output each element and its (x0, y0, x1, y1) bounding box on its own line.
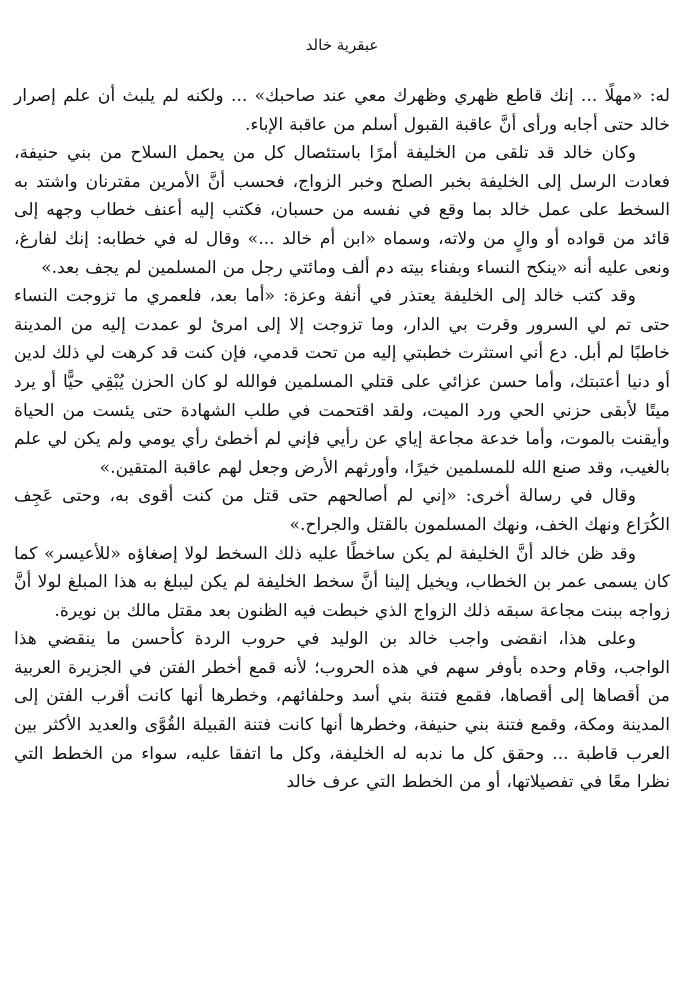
paragraph-4: وقال في رسالة أخرى: «إني لم أصالحهم حتى قتل من كنت أقوى به، وحتى عَجِف الكُرَاع ونهك الخف، ونهك المسلمون بالقتل والجراح.» (14, 486, 670, 535)
paragraph-6: وعلى هذا، انقضى واجب خالد بن الوليد في حروب الردة كأحسن ما ينقضي هذا الواجب، وقام وحده بأوفر سهم في هذه الحروب؛ لأنه قمع أخطر الفتن في الجزيرة العربية من أقصاها إلى أقصاها، فقمع فتنة بني أسد وحلفائهم، وخطرها أنها كانت أقرب الفتن إلى المدينة ومكة، وقمع فتنة بني حنيفة، وخطرها أنها كانت فتنة القبيلة القُوَّى والعديد الأكثر بين العرب قاطبة ... وحقق كل ما ندبه له الخليفة، وكل ما اتفقا عليه، سواء من الخطط التي نظرا معًا في تفصيلاتها، أو من الخطط التي عرف خالد (14, 629, 670, 793)
body-text (14, 82, 670, 797)
book-page (14, 0, 670, 1000)
paragraph-3: وقد كتب خالد إلى الخليفة يعتذر في أنفة وعزة: «أما بعد، فلعمري ما تزوجت النساء حتى تم لي السرور وقرت بي الدار، وما تزوجت إلا إلى امرئ لو عمدت إليه من المدينة خاطبًا لم أبل. دع أني استثرت خطبتي إليه من تحت قدمي، فإن كنت قد كرهت لي ذلك لدين أو دنيا أعتبتك، وأما حسن عزائي على قتلي المسلمين فوالله لو كان الحزن يُبْقِي حيًّا أو يرد ميتًا لأبقى حزني الحي ورد الميت، ولقد اقتحمت في طلب الشهادة حتى يئست من الحياة وأيقنت بالموت، وأما خدعة مجاعة إياي عن رأيي فإني لم أخطئ رأي يومي ولم يكن لي علم بالغيب، وقد صنع الله للمسلمين خيرًا، وأورثهم الأرض وجعل لهم عاقبة المتقين.» (14, 286, 670, 478)
running-header: عبقرية خالد (305, 36, 379, 54)
paragraph-1: له: «مهلًا ... إنك قاطع ظهري وظهرك معي عند صاحبك» ... ولكنه لم يلبث أن علم إصرار خالد حتى أجابه ورأى أنَّ عاقبة القبول أسلم من عاقبة الإباء. (14, 86, 670, 135)
paragraph-2: وكان خالد قد تلقى من الخليفة أمرًا باستئصال كل من يحمل السلاح من بني حنيفة، فعادت الرسل إلى الخليفة بخبر الصلح وخبر الزواج، فحسب أنَّ الأمرين مقترنان واشتد به السخط على عمل خالد بما وقع في نفسه من حسبان، فكتب إليه أعنف خطاب وجهه إلى قائد من قواده أو والٍ من ولاته، وسماه «ابن أم خالد ...» وقال له في خطابه: إنك لفارغ، ونعى عليه أنه «ينكح النساء وبفناء بيته دم ألف ومائتي رجل من المسلمين لم يجف بعد.» (14, 143, 670, 278)
paragraph-5: وقد ظن خالد أنَّ الخليفة لم يكن ساخطًا عليه ذلك السخط لولا إصغاؤه «للأعيسر» كما كان يسمى عمر بن الخطاب، ويخيل إلينا أنَّ سخط الخليفة لم يكن ليبلغ به هذا المبلغ لولا أنَّ زواجه ببنت مجاعة سبقه ذلك الزواج الذي خبطت فيه الظنون بعد مقتل مالك بن نويرة. (14, 543, 670, 621)
